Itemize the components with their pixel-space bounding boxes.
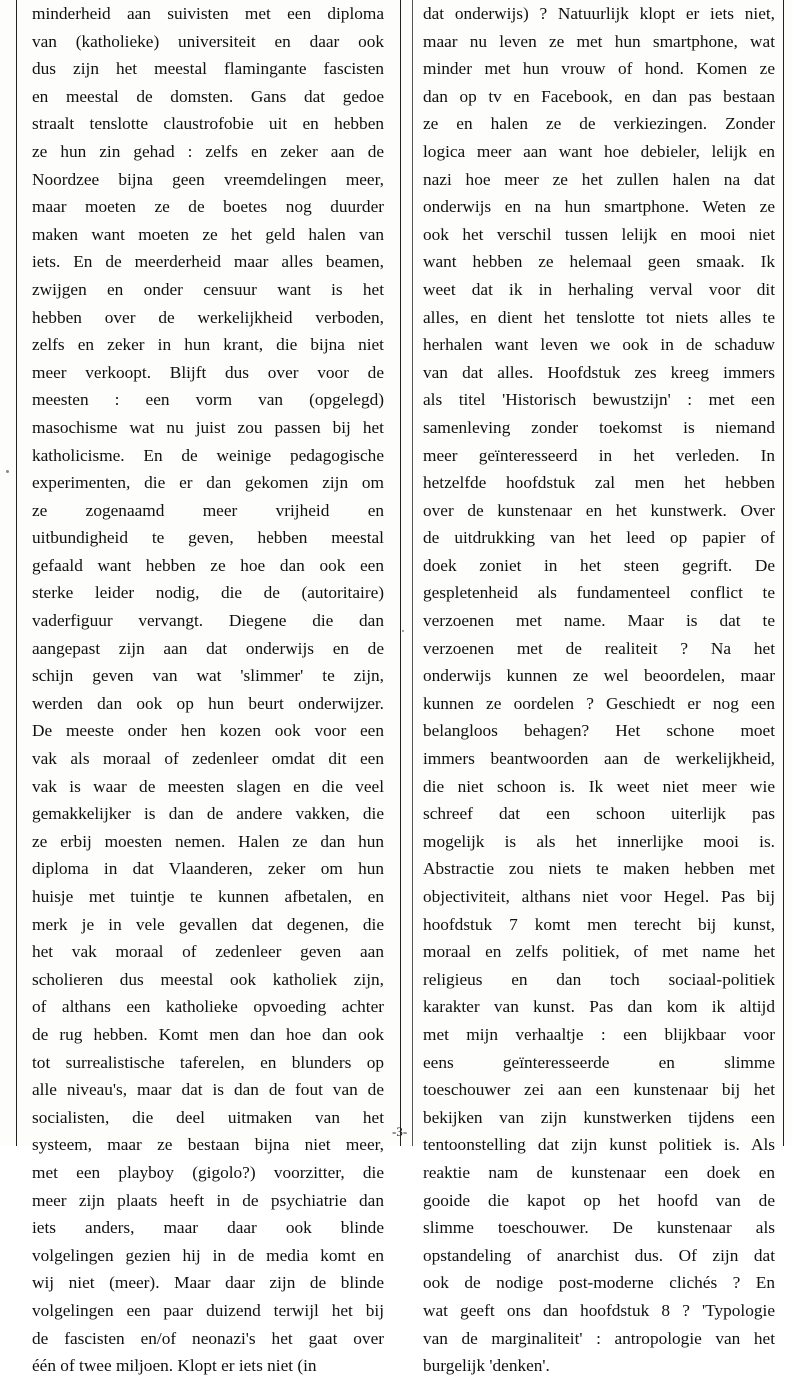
text-line: verzoenen met name. Maar is dat te <box>423 611 775 631</box>
text-line: belangloos behagen? Het schone moet <box>423 721 775 741</box>
text-line: meer zijn plaats heeft in de psychiatrie dan <box>32 1190 384 1210</box>
text-line: die niet schoon is. Ik weet niet meer wie <box>423 776 775 796</box>
text-line: werden dan ook op hun beurt onderwijzer. <box>32 693 384 713</box>
text-line: minder met hun vrouw of hond. Komen ze <box>423 59 775 79</box>
text-line: uitbundigheid te geven, hebben meestal <box>32 528 384 548</box>
text-line: samenleving zonder toekomst is niemand <box>423 417 775 437</box>
text-line: experimenten, die er dan gekomen zijn om <box>32 473 384 493</box>
text-line: alle niveau's, maar dat is dan de fout van de <box>32 1080 384 1100</box>
text-line: aangepast zijn aan dat onderwijs en de <box>32 638 384 658</box>
text-line: met een playboy (gigolo?) voorzitter, die <box>32 1162 384 1182</box>
text-line: meer verkoopt. Blijft dus over voor de <box>32 362 384 382</box>
text-line: straalt tenslotte claustrofobie uit en hebben <box>32 114 384 134</box>
text-line: één of twee miljoen. Klopt er iets niet (in <box>32 1356 317 1376</box>
text-line: vak als moraal of zedenleer omdat dit een <box>32 749 384 769</box>
center-column-rule-secondary <box>412 0 413 1146</box>
text-line: masochisme wat nu juist zou passen bij het <box>32 417 384 437</box>
right-margin-rule <box>783 0 784 1146</box>
text-line: dat onderwijs) ? Natuurlijk klopt er iets niet, <box>423 4 775 23</box>
text-line: alles, en dient het tenslotte tot niets alles te <box>423 307 775 327</box>
text-line: slimme toeschouwer. De kunstenaar als <box>423 1218 775 1238</box>
text-line: iets. En de meerderheid maar alles beamen, <box>32 252 384 272</box>
text-line: de uitdrukking van het leed op papier of <box>423 528 775 548</box>
text-line: sterke leider nodig, die de (autoritaire) <box>32 583 384 603</box>
text-line: gemakkelijker is dan de andere vakken, die <box>32 804 384 824</box>
text-line: ook de nodige post-moderne clichés ? En <box>423 1273 775 1293</box>
text-line: over de kunstenaar en het kunstwerk. Over <box>423 500 775 520</box>
text-line: hebben over de werkelijkheid verboden, <box>32 307 384 327</box>
text-line: kunnen ze oordelen ? Geschiedt er nog een <box>423 693 775 713</box>
text-line: gooide die kapot op het hoofd van de <box>423 1190 775 1210</box>
text-line: wij niet (meer). Maar daar zijn de blinde <box>32 1273 384 1293</box>
text-line: religieus en dan toch sociaal-politiek <box>423 969 775 989</box>
text-line: merk je in vele gevallen dat degenen, die <box>32 914 384 934</box>
text-line: verzoenen met de realiteit ? Na het <box>423 638 775 658</box>
right-text-column <box>423 0 775 1380</box>
text-line: het vak moraal of zedenleer geven aan <box>32 942 384 962</box>
text-line: herhalen want leven we ook in de schaduw <box>423 335 775 355</box>
text-line: Noordzee bijna geen vreemdelingen meer, <box>32 169 384 189</box>
text-line: van (katholieke) universiteit en daar ook <box>32 31 384 51</box>
text-line: hetzelfde hoofdstuk zal men het hebben <box>423 473 775 493</box>
text-line: wat geeft ons dan hoofdstuk 8 ? 'Typologie <box>423 1300 775 1320</box>
text-line: bekijken van zijn kunstwerken tijdens een <box>423 1107 775 1127</box>
text-line: maar nu leven ze met hun smartphone, wat <box>423 31 775 51</box>
text-line: schijn geven van wat 'slimmer' te zijn, <box>32 666 384 686</box>
text-line: minderheid aan suivisten met een diploma <box>32 4 384 23</box>
text-line: vak is waar de meesten slagen en die veel <box>32 776 384 796</box>
text-line: ze hun zin gehad : zelfs en zeker aan de <box>32 141 384 161</box>
text-line: met mijn verhaaltje : een blijkbaar voor <box>423 1024 775 1044</box>
text-line: gefaald want hebben ze hoe dan ook een <box>32 555 384 575</box>
text-line: zelfs en zeker in hun krant, die bijna niet <box>32 335 384 355</box>
text-line: onderwijs kunnen ze wel beoordelen, maar <box>423 666 775 686</box>
text-line: burgelijk 'denken'. <box>423 1356 550 1376</box>
text-line: immers beantwoorden aan de werkelijkheid, <box>423 749 775 769</box>
text-line: de fascisten en/of neonazi's het gaat over <box>32 1328 384 1348</box>
text-line: ze en halen ze de verkiezingen. Zonder <box>423 114 775 134</box>
text-line: van dat alles. Hoofdstuk zes kreeg immers <box>423 362 775 382</box>
text-line: gespletenheid als fundamenteel conflict te <box>423 583 775 603</box>
text-line: logica meer aan want hoe debieler, lelijk en <box>423 141 775 161</box>
text-line: Abstractie zou niets te maken hebben met <box>423 859 775 879</box>
text-line: zwijgen en onder censuur want is het <box>32 279 384 299</box>
text-line: De meeste onder hen kozen ook voor een <box>32 721 384 741</box>
text-line: doek zoniet in het steen gegrift. De <box>423 555 775 575</box>
text-line: van de marginaliteit' : antropologie van het <box>423 1328 775 1348</box>
text-line: toeschouwer zei aan een kunstenaar bij het <box>423 1080 775 1100</box>
text-line: onderwijs en na hun smartphone. Weten ze <box>423 197 775 217</box>
text-line: eens geïnteresseerde en slimme <box>423 1052 775 1072</box>
text-line: dan op tv en Facebook, en dan pas bestaan <box>423 86 775 106</box>
text-line: volgelingen gezien hij in de media komt en <box>32 1245 384 1265</box>
scan-speck <box>6 470 9 473</box>
text-line: systeem, maar ze bestaan bijna niet meer, <box>32 1135 384 1155</box>
text-line: meer geïnteresseerd in het verleden. In <box>423 445 775 465</box>
left-margin-rule <box>16 0 17 1146</box>
text-line: en meestal de domsten. Gans dat gedoe <box>32 86 384 106</box>
text-line: maar moeten ze de boetes nog duurder <box>32 197 384 217</box>
text-line: nazi hoe meer ze het zullen halen na dat <box>423 169 775 189</box>
text-line: volgelingen een paar duizend terwijl het bij <box>32 1300 384 1320</box>
text-line: de rug hebben. Komt men dan hoe dan ook <box>32 1024 384 1044</box>
scan-speck <box>402 630 404 632</box>
text-line: ze zogenaamd meer vrijheid en <box>32 500 384 520</box>
text-line: karakter van kunst. Pas dan kom ik altijd <box>423 997 775 1017</box>
text-line: objectiviteit, althans niet voor Hegel. Pas bij <box>423 887 775 906</box>
text-line: katholicisme. En de weinige pedagogische <box>32 445 384 465</box>
text-line: schreef dat een schoon uiterlijk pas <box>423 804 775 824</box>
text-line: moraal en zelfs politiek, of met name het <box>423 942 775 962</box>
text-line: ook het verschil tussen lelijk en mooi niet <box>423 224 775 244</box>
text-line: diploma in dat Vlaanderen, zeker om hun <box>32 859 384 879</box>
text-line: tentoonstelling dat zijn kunst politiek is. Als <box>423 1135 775 1155</box>
text-line: dus zijn het meestal flamingante fascisten <box>32 59 384 79</box>
text-line: maken want moeten ze het geld halen van <box>32 224 384 244</box>
text-line: scholieren dus meestal ook katholiek zijn, <box>32 969 384 989</box>
text-line: als titel 'Historisch bewustzijn' : met een <box>423 390 775 410</box>
text-line: ze erbij moesten nemen. Halen ze dan hun <box>32 831 384 851</box>
text-line: weet dat ik in herhaling verval voor dit <box>423 279 775 299</box>
center-column-rule <box>400 0 401 1146</box>
left-text-column <box>32 0 384 1380</box>
text-line: want hebben ze helemaal geen smaak. Ik <box>423 252 775 272</box>
text-line: huisje met tuintje te kunnen afbetalen, en <box>32 887 384 906</box>
text-line: reaktie nam de kunstenaar een doek en <box>423 1162 775 1182</box>
text-line: mogelijk is als het innerlijke mooi is. <box>423 831 775 851</box>
text-line: meesten : een vorm van (opgelegd) <box>32 390 384 410</box>
text-line: of althans een katholieke opvoeding achter <box>32 997 384 1017</box>
text-line: socialisten, die deel uitmaken van het <box>32 1107 384 1127</box>
text-line: opstandeling of anarchist dus. Of zijn dat <box>423 1245 775 1265</box>
text-line: hoofdstuk 7 komt men terecht bij kunst, <box>423 914 775 934</box>
page-number: -3- <box>392 1124 408 1139</box>
text-line: tot surrealistische taferelen, en blunders op <box>32 1052 384 1072</box>
text-line: vaderfiguur vervangt. Diegene die dan <box>32 611 384 631</box>
text-line: iets anders, maar daar ook blinde <box>32 1218 384 1238</box>
